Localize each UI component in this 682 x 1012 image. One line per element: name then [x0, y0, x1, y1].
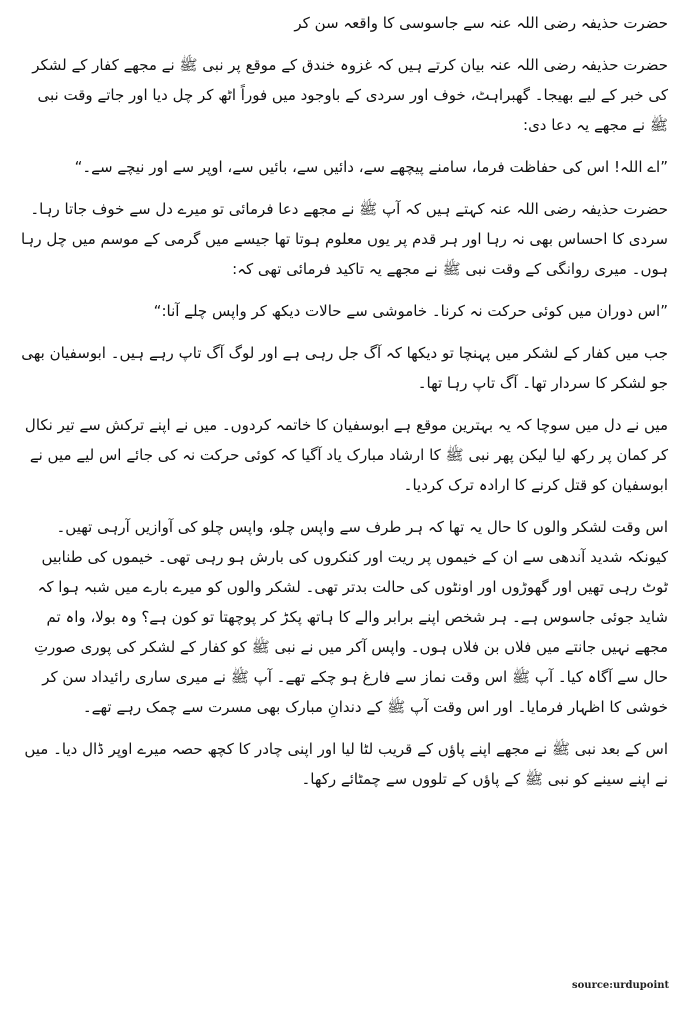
article-title: حضرت حذیفہ رضی اللہ عنہ سے جاسوسی کا واقعہ سن کر: [294, 14, 668, 32]
paragraph-fear-gone: حضرت حذیفہ رضی اللہ عنہ کہتے ہیں کہ آپ ﷺ نے مجھے دعا فرمائی تو میرے دل سے خوف جاتا رہا۔ سردی کا احساس بھی نہ رہا اور ہر قدم پر یوں معلوم ہوتا تھا جیسے میں گرمی کے موسم میں چل رہا ہوں۔ میری روانگی کے وقت نبی ﷺ نے مجھے یہ تاکید فرمائی تھی کہ:: [20, 200, 668, 278]
paragraph-arrow: میں نے دل میں سوچا کہ یہ بہترین موقع ہے ابوسفیان کا خاتمہ کردوں۔ میں نے اپنے ترکش سے تیر نکال کر کمان پر رکھ لیا لیکن پھر نبی ﷺ کا ارشاد مبارک یاد آگیا کہ کوئی حرکت نہ کی جائے اس لیے میں نے ابوسفیان کو قتل کرنے کا ارادہ ترک کردیا۔: [24, 416, 668, 494]
paragraph-ending: اس کے بعد نبی ﷺ نے مجھے اپنے پاؤں کے قریب لٹا لیا اور اپنی چادر کا کچھ حصہ میرے اوپر ڈال دیا۔ میں نے اپنے سینے کو نبی ﷺ کے پاؤں کے تلووں سے چمٹائے رکھا۔: [24, 740, 668, 788]
paragraph-camp: جب میں کفار کے لشکر میں پہنچا تو دیکھا کہ آگ جل رہی ہے اور لوگ آگ تاپ رہے ہیں۔ ابوسفیان بھی جو لشکر کا سردار تھا۔ آگ تاپ رہا تھا۔: [21, 344, 668, 392]
paragraph-storm: اس وقت لشکر والوں کا حال یہ تھا کہ ہر طرف سے واپس چلو، واپس چلو کی آوازیں آرہی تھیں۔ کیونکہ شدید آندھی سے ان کے خیموں پر ریت اور کنکروں کی بارش ہو رہی تھی۔ خیموں کی طنابیں ٹوٹ رہی تھیں اور گھوڑوں اور اونٹوں کی حالت بدتر تھی۔ لشکر والوں کو میرے بارے میں شبہ ہوا کہ شاید جوئی جاسوس ہے۔ ہر شخص اپنے برابر والے کا ہاتھ پکڑ کر پوچھتا تو کون ہے؟ وہ بولا، واہ تم مجھے نہیں جانتے میں فلاں بن فلاں ہوں۔ واپس آکر میں نے نبی ﷺ کو کفار کے لشکر کی پوری صورتِ حال سے آگاہ کیا۔ آپ ﷺ اس وقت نماز سے فارغ ہو چکے تھے۔ آپ ﷺ نے میری ساری رائیداد سن کر خوشی کا اظہار فرمایا۔ اور اس وقت آپ ﷺ کے دندانِ مبارک بھی مسرت سے چمک رہے تھے۔: [33, 518, 668, 716]
source-credit: source:urdupoint: [572, 980, 670, 991]
paragraph-intro: حضرت حذیفہ رضی اللہ عنہ بیان کرتے ہیں کہ غزوہ خندق کے موقع پر نبی ﷺ نے مجھے کفار کے لشکر کی خبر کے لیے بھیجا۔ گھبراہٹ، خوف اور سردی کے باوجود میں فوراً اٹھ کر چل دیا اور جاتے وقت نبی ﷺ نے مجھے یہ دعا دی:: [32, 56, 668, 134]
quote-instruction: ”اس دوران میں کوئی حرکت نہ کرنا۔ خاموشی سے حالات دیکھ کر واپس چلے آنا:“: [153, 302, 668, 320]
quote-dua: ”اے اللہ! اس کی حفاظت فرما، سامنے پیچھے سے، دائیں سے، بائیں سے، اوپر سے اور نیچے سے۔“: [74, 158, 668, 176]
